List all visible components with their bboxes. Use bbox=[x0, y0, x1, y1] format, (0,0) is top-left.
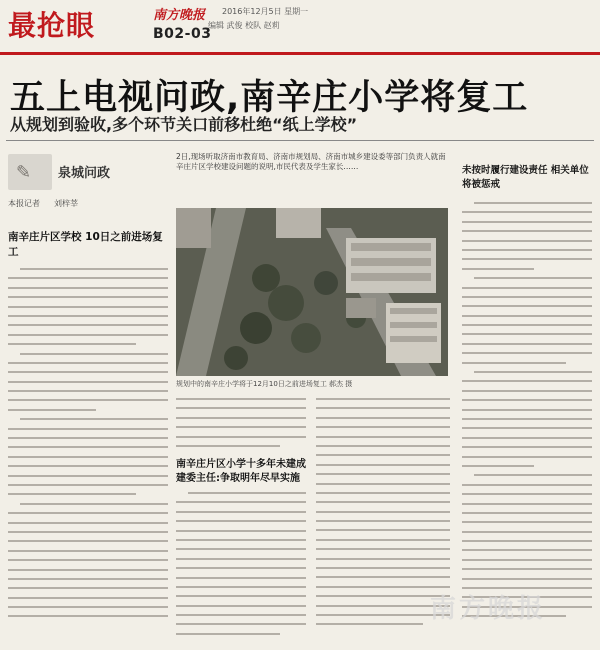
left-section-heading: 南辛庄片区学校 10日之前进场复工 bbox=[8, 231, 163, 258]
left-column bbox=[6, 150, 170, 645]
person-writing-icon: ✎ bbox=[16, 162, 32, 183]
photo-credit: 规划中的南辛庄小学将于12月10日之前进场复工 郝杰 摄 bbox=[176, 380, 353, 388]
right-body-text bbox=[462, 202, 592, 625]
subheadline: 从规划到验收,多个环节关口前移杜绝“纸上学校” bbox=[10, 115, 358, 134]
editors-line: 编辑 武俊 校队 赵莉 bbox=[208, 21, 280, 30]
section-name: 最抢眼 bbox=[8, 9, 96, 42]
watermark: 南方晚报 bbox=[430, 594, 547, 624]
right-section-heading: 未按时履行建设责任 相关单位将被惩戒 bbox=[462, 165, 589, 190]
reporter-byline bbox=[8, 198, 78, 209]
photo-block bbox=[174, 150, 452, 392]
headline-divider bbox=[6, 140, 594, 141]
mid-body-text-1 bbox=[176, 398, 306, 454]
paper-logo: 南方晚报 bbox=[153, 8, 206, 23]
issue-date: 2016年12月5日 星期一 bbox=[222, 7, 309, 16]
column-badge bbox=[8, 154, 52, 190]
masthead bbox=[0, 0, 600, 55]
left-body-text bbox=[8, 268, 168, 625]
reporter-name: 刘梓莘 bbox=[54, 199, 78, 208]
photo-caption: 2日,现场听取济南市教育局、济南市规划局、济南市城乡建设委等部门负责人就南辛庄片区学校建设问题的说明,市民代表及学生家长…… bbox=[176, 152, 446, 171]
headline: 五上电视问政,南辛庄小学将复工 bbox=[10, 78, 529, 118]
aerial-photo-illustration bbox=[176, 208, 448, 376]
reporter-label: 本报记者 bbox=[8, 199, 40, 208]
mid-section-heading: 南辛庄片区小学十多年未建成 建委主任:争取明年尽早实施 bbox=[176, 459, 306, 484]
right-column bbox=[458, 150, 596, 645]
page-code: B02-03 bbox=[153, 26, 212, 42]
column-name: 泉城问政 bbox=[58, 166, 111, 181]
aerial-photo bbox=[176, 208, 448, 376]
mid-body-text-3 bbox=[176, 492, 306, 642]
